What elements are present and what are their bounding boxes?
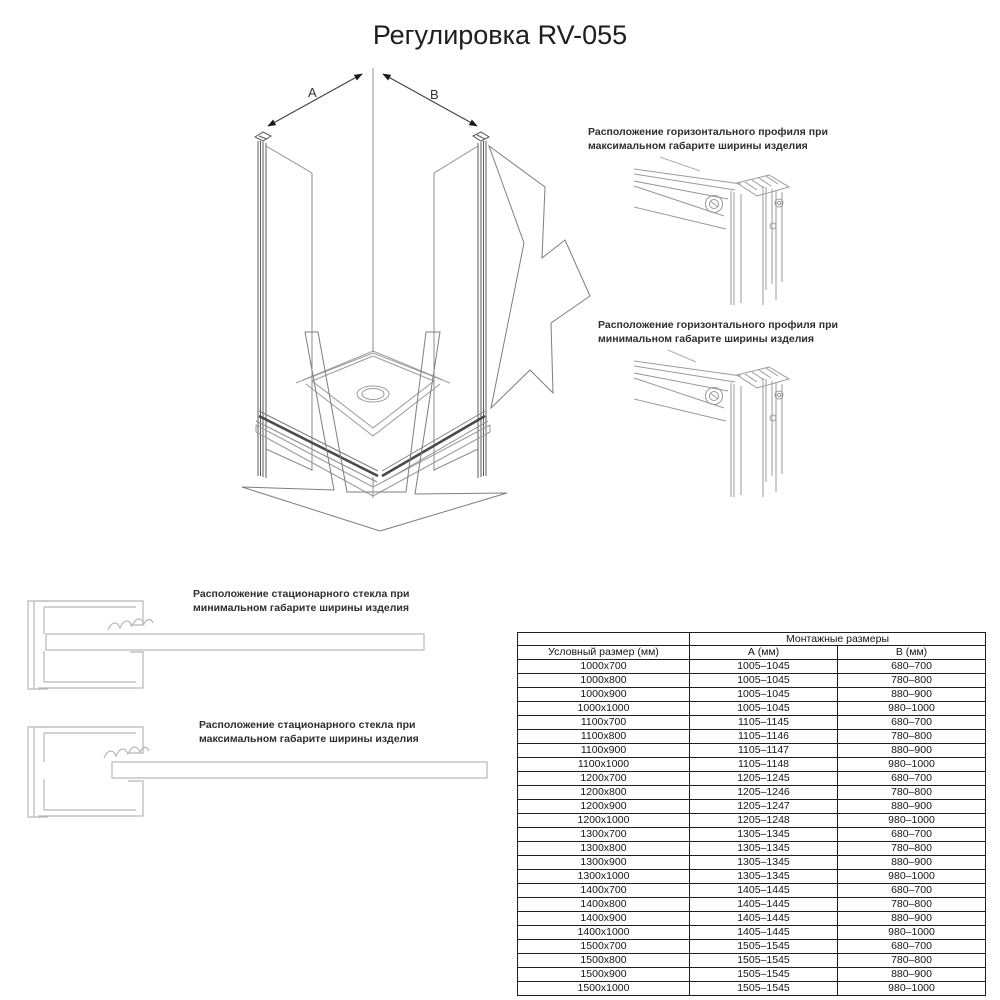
table-row: 1000x700 1005–1045 680–700 — [518, 660, 986, 674]
dimension-label-b: B — [430, 87, 439, 102]
arrow-to-details — [489, 146, 590, 408]
table-row: 1200x1000 1205–1248 980–1000 — [518, 814, 986, 828]
profile-detail-max — [634, 169, 789, 305]
table-row: 1300x1000 1305–1345 980–1000 — [518, 870, 986, 884]
bottom-horizontal-profiles — [256, 411, 488, 482]
column-header-b: В (мм) — [838, 646, 986, 660]
dimension-arrow-a — [268, 74, 362, 126]
empty-header-cell — [518, 633, 690, 646]
table-row: 1500x900 1505–1545 880–900 — [518, 968, 986, 982]
table-row: 1100x1000 1105–1148 980–1000 — [518, 758, 986, 772]
arrow-down — [242, 332, 507, 531]
caption-horizontal-profile-max: Расположение горизонтального профиля при максимальном габарите ширины изделия — [588, 126, 828, 152]
table-row: 1400x900 1405–1445 880–900 — [518, 912, 986, 926]
caption-stationary-glass-max: Расположение стационарного стекла при максимальном габарите ширины изделия — [199, 719, 419, 745]
mounting-sizes-table — [517, 632, 986, 996]
size-table-body — [518, 660, 986, 996]
right-glass-panel — [434, 146, 478, 471]
profile-detail-min — [634, 361, 789, 497]
table-row: 1500x800 1505–1545 780–800 — [518, 954, 986, 968]
dimension-label-a: A — [308, 85, 317, 100]
page-title: Регулировка RV-055 — [372, 20, 628, 50]
leader-line-horiz-min — [668, 350, 696, 362]
table-row: 1200x700 1205–1245 680–700 — [518, 772, 986, 786]
table-row: 1000x800 1005–1045 780–800 — [518, 674, 986, 688]
table-row: 1000x1000 1005–1045 980–1000 — [518, 702, 986, 716]
column-header-size: Условный размер (мм) — [518, 646, 690, 660]
table-row: 1300x900 1305–1345 880–900 — [518, 856, 986, 870]
leader-line-horiz-max — [660, 157, 700, 171]
table-row: 1300x700 1305–1345 680–700 — [518, 828, 986, 842]
table-row: 1400x700 1405–1445 680–700 — [518, 884, 986, 898]
table-row: 1500x700 1505–1545 680–700 — [518, 940, 986, 954]
table-row: 1300x800 1305–1345 780–800 — [518, 842, 986, 856]
group-header-mounting-sizes: Монтажные размеры — [690, 633, 986, 646]
table-row: 1500x1000 1505–1545 980–1000 — [518, 982, 986, 996]
table-row: 1100x900 1105–1147 880–900 — [518, 744, 986, 758]
table-row: 1100x700 1105–1145 680–700 — [518, 716, 986, 730]
table-row: 1400x1000 1405–1445 980–1000 — [518, 926, 986, 940]
column-header-a: А (мм) — [690, 646, 838, 660]
caption-horizontal-profile-min: Расположение горизонтального профиля при минимальном габарите ширины изделия — [598, 319, 838, 345]
glass-pane-min — [46, 634, 424, 650]
table-row: 1000x900 1005–1045 880–900 — [518, 688, 986, 702]
table-row: 1400x800 1405–1445 780–800 — [518, 898, 986, 912]
table-row: 1200x800 1205–1246 780–800 — [518, 786, 986, 800]
table-row: 1100x800 1105–1146 780–800 — [518, 730, 986, 744]
shower-isometric-drawing — [242, 68, 590, 531]
glass-pane-max — [112, 762, 487, 778]
table-row: 1200x900 1205–1247 880–900 — [518, 800, 986, 814]
right-wall-profile — [473, 132, 489, 478]
caption-stationary-glass-min: Расположение стационарного стекла при минимальном габарите ширины изделия — [193, 588, 410, 614]
